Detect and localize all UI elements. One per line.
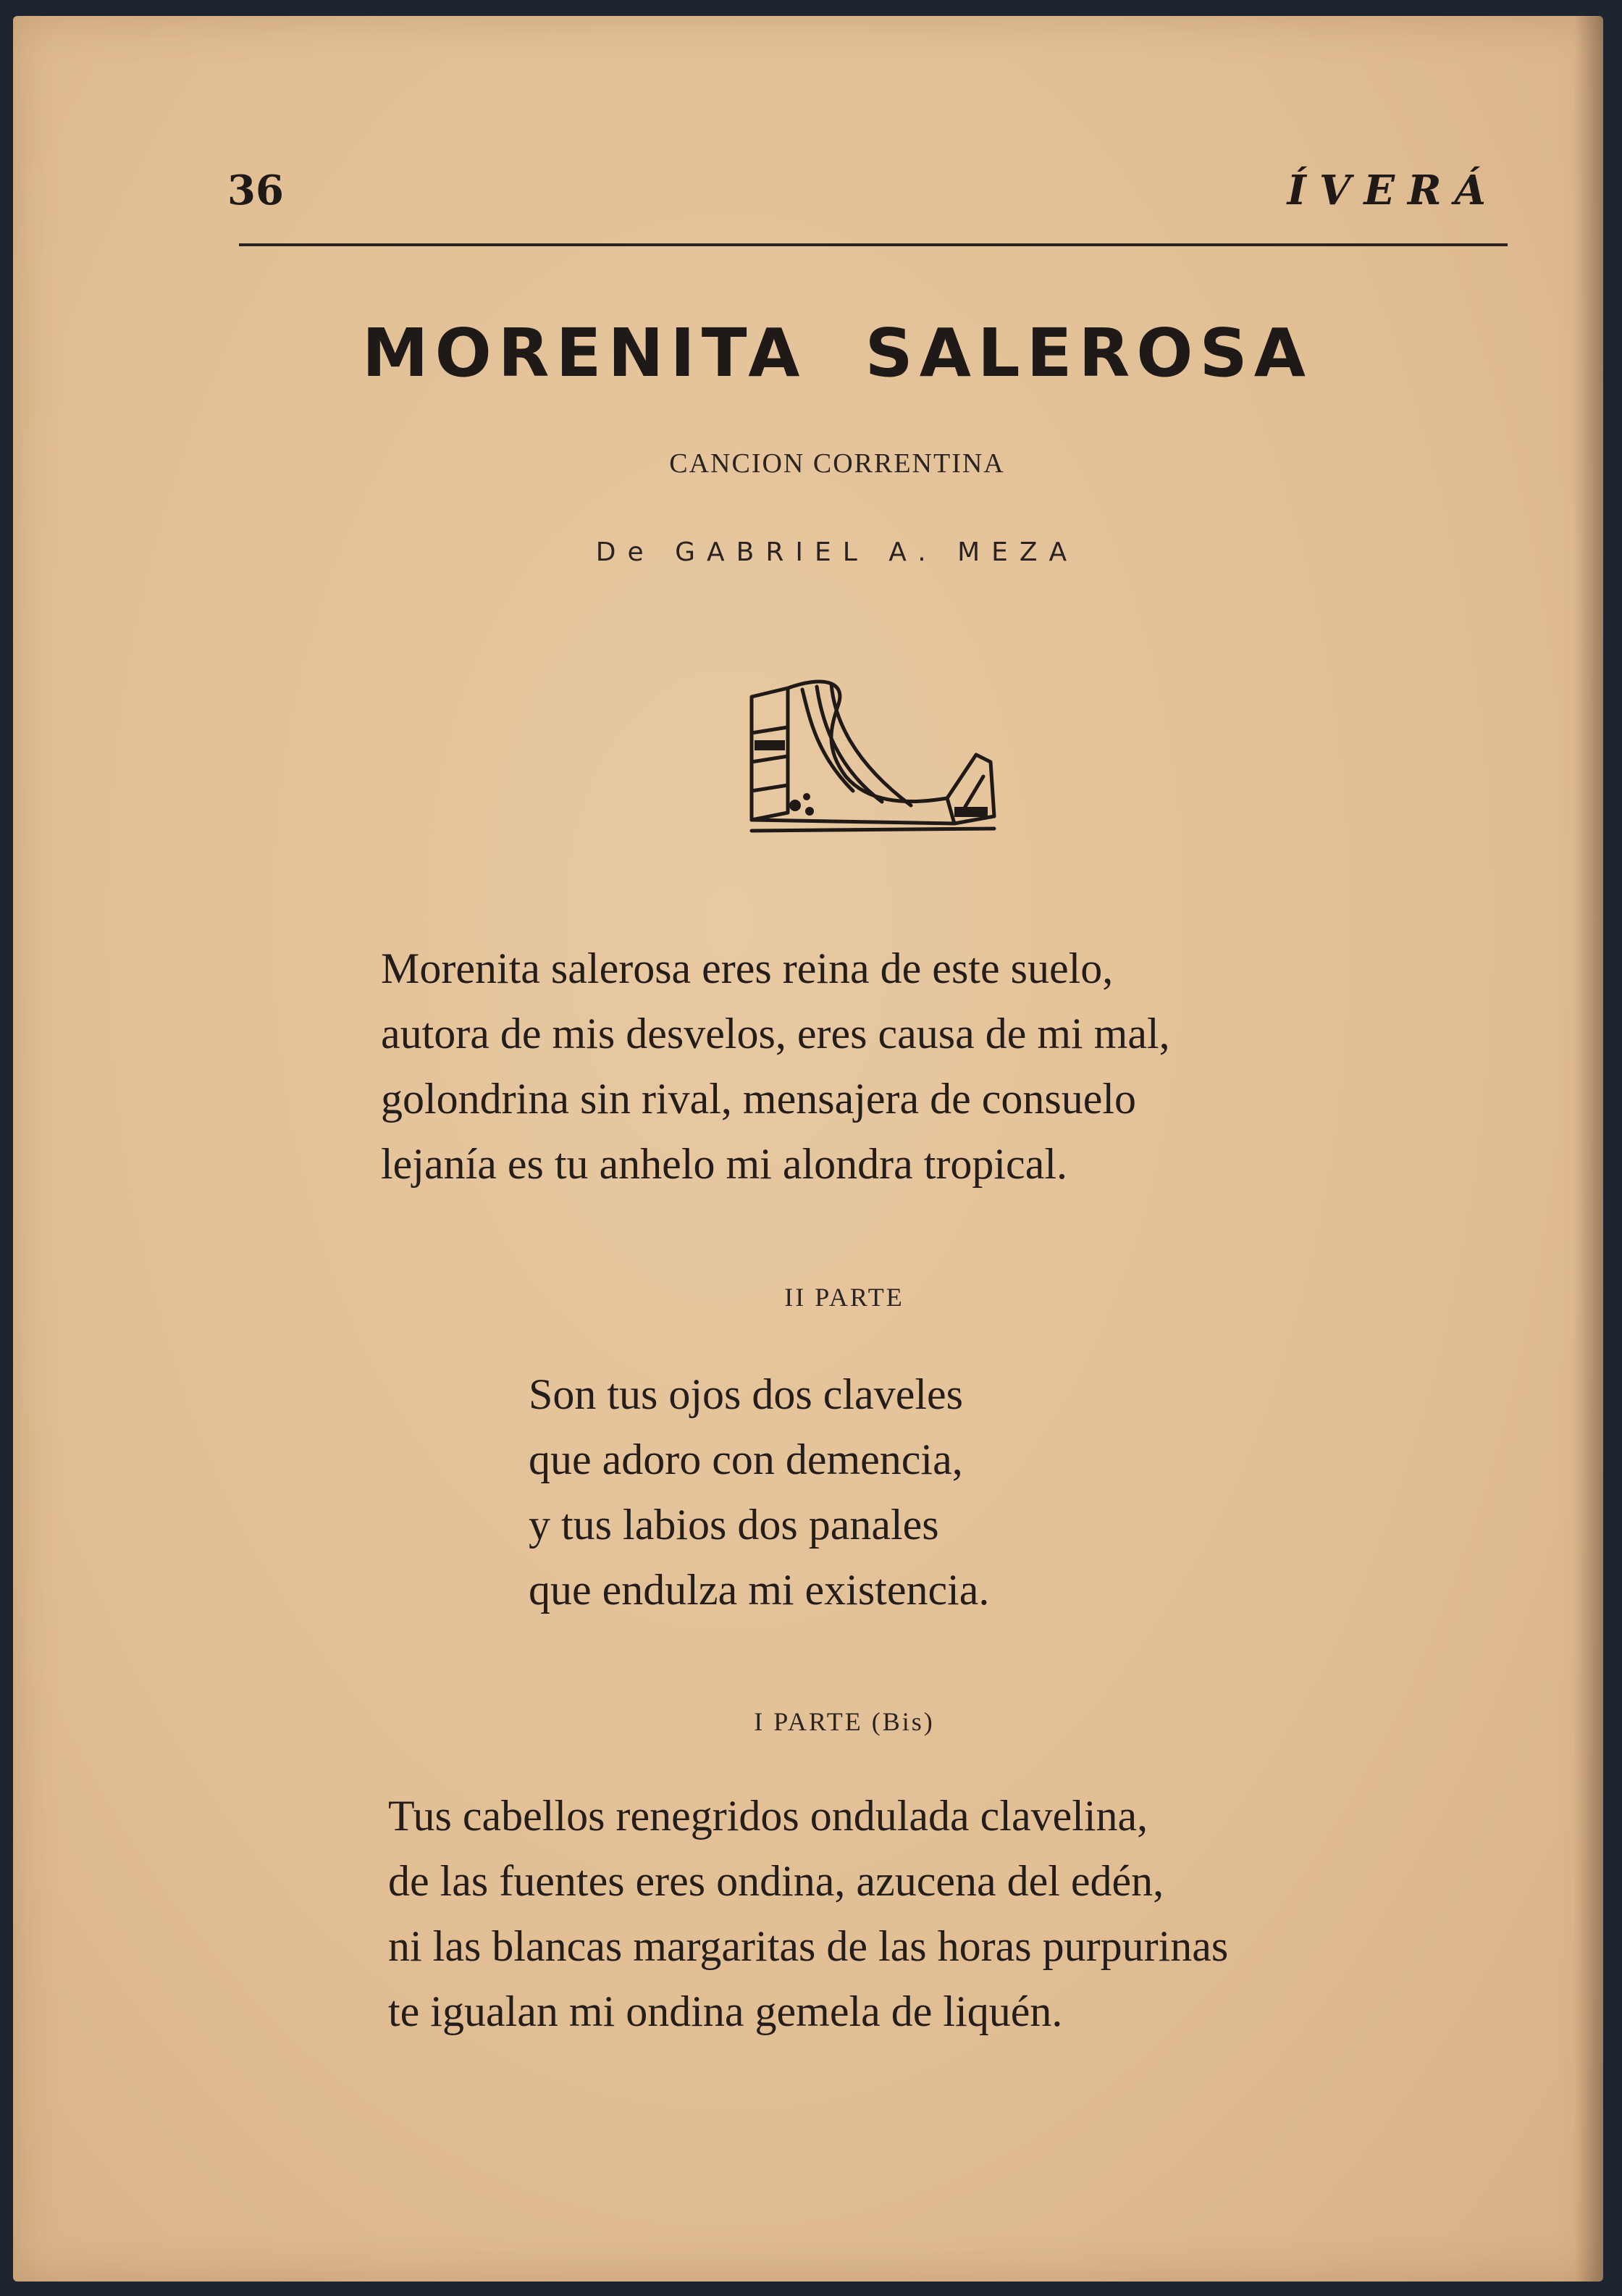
page-number: 36 [227, 167, 284, 214]
header-rule [239, 243, 1508, 246]
stanza-2 [529, 1362, 989, 1622]
verse-line: y tus labios dos panales [529, 1501, 939, 1549]
verse-line: te igualan mi ondina gemela de liquén. [388, 1987, 1063, 2035]
verse-line: Tus cabellos renegridos ondulada clavelina, [388, 1792, 1148, 1840]
journal-name: ÍVERÁ [1287, 167, 1499, 214]
verse-line: Son tus ojos dos claveles [529, 1370, 963, 1418]
verse-line: que adoro con demencia, [529, 1436, 963, 1483]
verse-line: golondrina sin rival, mensajera de consuelo [381, 1075, 1137, 1123]
decorative-vignette-icon [737, 668, 1005, 842]
stanza-1 [381, 936, 1170, 1197]
section-label-ii-parte: II PARTE [784, 1283, 904, 1312]
running-header [227, 167, 1499, 214]
verse-line: que endulza mi existencia. [529, 1566, 990, 1614]
song-title: MORENITA SALEROSA [362, 314, 1312, 392]
stanza-3 [388, 1783, 1228, 2044]
verse-line: de las fuentes eres ondina, azucena del edén, [388, 1857, 1164, 1905]
verse-line: ni las blancas margaritas de las horas purpurinas [388, 1922, 1229, 1970]
verse-line: Morenita salerosa eres reina de este suelo, [381, 944, 1114, 992]
section-label-i-parte-bis: I PARTE (Bis) [754, 1707, 935, 1736]
song-author: De GABRIEL A. MEZA [595, 537, 1079, 567]
book-page [13, 16, 1603, 2282]
verse-line: autora de mis desvelos, eres causa de mi mal, [381, 1010, 1170, 1057]
song-subtitle: CANCION CORRENTINA [669, 448, 1005, 479]
verse-line: lejanía es tu anhelo mi alondra tropical. [381, 1140, 1067, 1188]
